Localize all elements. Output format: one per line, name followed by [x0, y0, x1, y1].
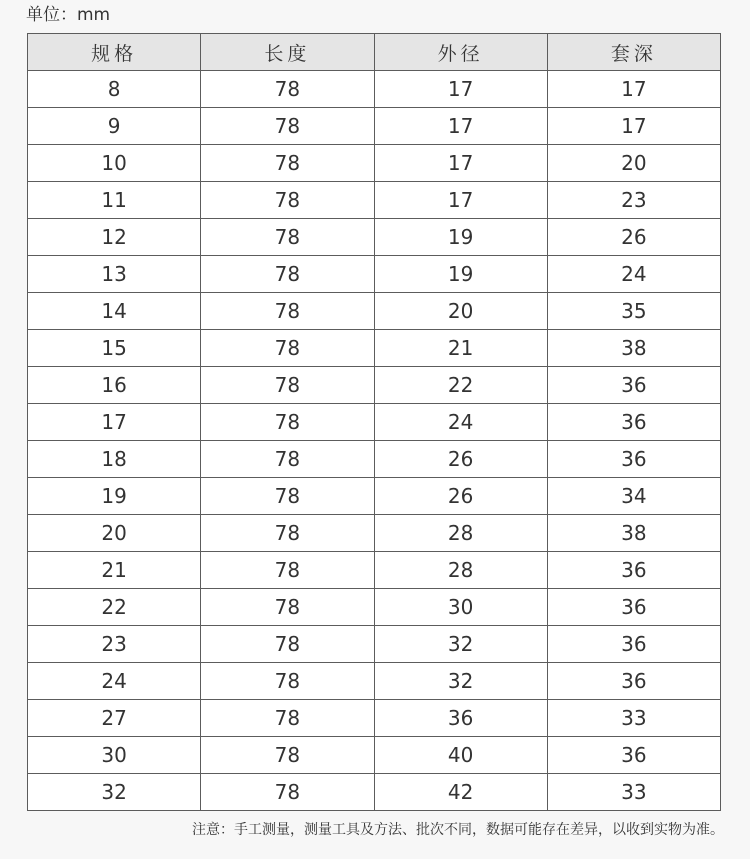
- cell-spec: 32: [28, 774, 201, 811]
- cell-spec: 15: [28, 330, 201, 367]
- table-row: [28, 71, 721, 108]
- table-row: [28, 219, 721, 256]
- cell-length: 78: [201, 256, 374, 293]
- table-row: [28, 182, 721, 219]
- cell-socket-depth: 17: [547, 71, 720, 108]
- cell-outer-diameter: 42: [374, 774, 547, 811]
- cell-length: 78: [201, 441, 374, 478]
- cell-socket-depth: 20: [547, 145, 720, 182]
- table-row: [28, 367, 721, 404]
- cell-spec: 24: [28, 663, 201, 700]
- cell-socket-depth: 36: [547, 663, 720, 700]
- cell-length: 78: [201, 182, 374, 219]
- table-header-row: [28, 34, 721, 71]
- cell-outer-diameter: 32: [374, 626, 547, 663]
- cell-outer-diameter: 17: [374, 182, 547, 219]
- cell-outer-diameter: 19: [374, 219, 547, 256]
- table-row: [28, 330, 721, 367]
- cell-socket-depth: 36: [547, 404, 720, 441]
- table-row: [28, 256, 721, 293]
- cell-socket-depth: 35: [547, 293, 720, 330]
- cell-spec: 13: [28, 256, 201, 293]
- cell-length: 78: [201, 71, 374, 108]
- cell-socket-depth: 36: [547, 367, 720, 404]
- cell-length: 78: [201, 108, 374, 145]
- cell-length: 78: [201, 478, 374, 515]
- cell-outer-diameter: 17: [374, 71, 547, 108]
- cell-socket-depth: 34: [547, 478, 720, 515]
- table-row: [28, 108, 721, 145]
- cell-outer-diameter: 30: [374, 589, 547, 626]
- cell-spec: 8: [28, 71, 201, 108]
- cell-outer-diameter: 17: [374, 145, 547, 182]
- unit-label: 单位：mm: [26, 5, 111, 25]
- cell-length: 78: [201, 145, 374, 182]
- cell-spec: 20: [28, 515, 201, 552]
- cell-spec: 12: [28, 219, 201, 256]
- cell-length: 78: [201, 663, 374, 700]
- cell-socket-depth: 33: [547, 700, 720, 737]
- cell-spec: 11: [28, 182, 201, 219]
- table-row: [28, 441, 721, 478]
- cell-socket-depth: 17: [547, 108, 720, 145]
- cell-length: 78: [201, 626, 374, 663]
- cell-outer-diameter: 36: [374, 700, 547, 737]
- cell-outer-diameter: 22: [374, 367, 547, 404]
- cell-spec: 14: [28, 293, 201, 330]
- table-row: [28, 478, 721, 515]
- cell-outer-diameter: 28: [374, 552, 547, 589]
- cell-socket-depth: 36: [547, 589, 720, 626]
- cell-spec: 23: [28, 626, 201, 663]
- header-spec: 规格: [28, 34, 201, 71]
- cell-spec: 30: [28, 737, 201, 774]
- cell-spec: 27: [28, 700, 201, 737]
- header-length: 长度: [201, 34, 374, 71]
- cell-socket-depth: 36: [547, 626, 720, 663]
- cell-outer-diameter: 19: [374, 256, 547, 293]
- cell-spec: 17: [28, 404, 201, 441]
- cell-socket-depth: 38: [547, 330, 720, 367]
- cell-outer-diameter: 17: [374, 108, 547, 145]
- cell-outer-diameter: 21: [374, 330, 547, 367]
- table-row: [28, 515, 721, 552]
- table-row: [28, 626, 721, 663]
- cell-socket-depth: 36: [547, 737, 720, 774]
- table-body: [28, 71, 721, 811]
- header-outer-diameter: 外径: [374, 34, 547, 71]
- cell-length: 78: [201, 330, 374, 367]
- table-row: [28, 145, 721, 182]
- cell-outer-diameter: 24: [374, 404, 547, 441]
- table-row: [28, 552, 721, 589]
- cell-outer-diameter: 20: [374, 293, 547, 330]
- cell-spec: 19: [28, 478, 201, 515]
- cell-length: 78: [201, 515, 374, 552]
- cell-outer-diameter: 26: [374, 478, 547, 515]
- cell-length: 78: [201, 552, 374, 589]
- cell-length: 78: [201, 700, 374, 737]
- cell-socket-depth: 38: [547, 515, 720, 552]
- cell-length: 78: [201, 589, 374, 626]
- cell-length: 78: [201, 219, 374, 256]
- cell-length: 78: [201, 404, 374, 441]
- cell-length: 78: [201, 737, 374, 774]
- header-socket-depth: 套深: [547, 34, 720, 71]
- cell-outer-diameter: 26: [374, 441, 547, 478]
- cell-length: 78: [201, 367, 374, 404]
- cell-socket-depth: 24: [547, 256, 720, 293]
- cell-socket-depth: 23: [547, 182, 720, 219]
- table-row: [28, 293, 721, 330]
- cell-spec: 22: [28, 589, 201, 626]
- table-row: [28, 589, 721, 626]
- cell-spec: 18: [28, 441, 201, 478]
- cell-spec: 10: [28, 145, 201, 182]
- table-row: [28, 663, 721, 700]
- cell-outer-diameter: 40: [374, 737, 547, 774]
- cell-length: 78: [201, 293, 374, 330]
- cell-outer-diameter: 32: [374, 663, 547, 700]
- cell-socket-depth: 36: [547, 441, 720, 478]
- cell-length: 78: [201, 774, 374, 811]
- cell-spec: 16: [28, 367, 201, 404]
- table-row: [28, 404, 721, 441]
- measurement-note: 注意：手工测量，测量工具及方法、批次不同，数据可能存在差异，以收到实物为准。: [192, 822, 724, 838]
- table-row: [28, 774, 721, 811]
- cell-socket-depth: 36: [547, 552, 720, 589]
- cell-spec: 9: [28, 108, 201, 145]
- cell-socket-depth: 33: [547, 774, 720, 811]
- table-row: [28, 737, 721, 774]
- spec-table: [27, 33, 721, 811]
- cell-socket-depth: 26: [547, 219, 720, 256]
- table-row: [28, 700, 721, 737]
- cell-outer-diameter: 28: [374, 515, 547, 552]
- cell-spec: 21: [28, 552, 201, 589]
